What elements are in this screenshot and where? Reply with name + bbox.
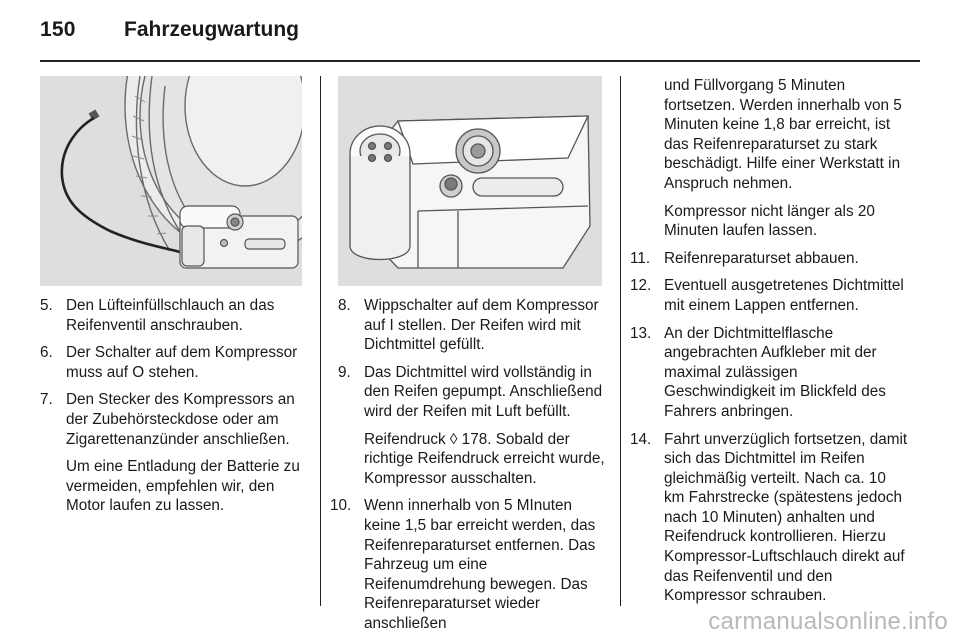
step-number: 7. — [40, 391, 53, 409]
steps-list-column-2 — [330, 296, 606, 642]
list-item — [338, 363, 606, 489]
step-number: 6. — [40, 344, 53, 362]
step-note: Kompressor nicht länger als 20 Minuten laufen lassen. — [664, 202, 875, 240]
step-text: und Füllvorgang 5 Minuten fortsetzen. Werden innerhalb von 5 Minuten keine 1,8 bar erreicht, ist das Reifenreparaturset zu stark beschädigt. Hilfe einer Werkstatt in Anspruch nehmen. — [664, 77, 902, 192]
figure-tire-compressor — [40, 76, 302, 286]
figure-compressor — [338, 76, 602, 286]
step-text: Reifenreparaturset abbauen. — [664, 249, 859, 267]
continued-text — [638, 76, 908, 241]
column-divider-right — [620, 76, 621, 606]
step-text: Den Lüfteinfüllschlauch an das Reifenventil anschrauben. — [66, 297, 275, 334]
step-text: An der Dichtmittelflasche angebrachten Aufkleber mit der maximal zulässigen Geschwindigkeit im Blickfeld des Fahrers anbringen. — [664, 324, 886, 420]
list-item — [338, 296, 606, 355]
list-item — [40, 390, 306, 516]
list-item — [630, 276, 908, 315]
compressor-unit-icon — [338, 76, 602, 286]
step-number: 14. — [630, 430, 652, 448]
page-title: Fahrzeugwartung — [124, 18, 300, 41]
list-item — [330, 496, 606, 633]
steps-list-column-1 — [40, 296, 306, 524]
step-text: Den Stecker des Kompressors an der Zubehörsteckdose oder am Zigarettenanzünder anschließen. — [66, 391, 295, 448]
step-note: Reifendruck ◊ 178. Sobald der richtige Reifendruck erreicht wurde, Kompressor ausschalten. — [364, 430, 605, 487]
list-item — [630, 430, 908, 606]
page-number: 150 — [40, 18, 76, 41]
watermark: carmanualsonline.info — [708, 608, 948, 635]
step-number: 13. — [630, 324, 652, 342]
compressor-hose-icon — [40, 76, 302, 286]
list-item — [40, 343, 306, 382]
step-number: 5. — [40, 297, 53, 314]
step-text: Der Schalter auf dem Kompressor muss auf O stehen. — [66, 344, 298, 381]
step-note: Um eine Entladung der Batterie zu vermeiden, empfehlen wir, den Motor laufen zu lassen. — [66, 458, 300, 515]
step-text: Fahrt unverzüglich fortsetzen, damit sich das Dichtmittel im Reifen gleichmäßig verteilt. Nach ca. 10 km Fahrstrecke (spätestens jedoch nach 10 Minuten) anhalten und Reifendruck kontrollieren. Hierzu Kompressor-Luftschlauch direkt auf das Reifenventil und den Kompressor schrauben. — [664, 430, 908, 605]
step-number: 8. — [338, 297, 351, 314]
header-rule — [40, 60, 920, 62]
list-item — [40, 296, 306, 335]
step-text: Das Dichtmittel wird vollständig in den Reifen gepumpt. Anschließend wird der Reifen mit Luft befüllt. — [364, 363, 603, 420]
step-text: Eventuell ausgetretenes Dichtmittel mit einem Lappen entfernen. — [664, 277, 904, 314]
list-item — [630, 324, 908, 422]
list-item — [630, 249, 908, 269]
step-number: 9. — [338, 363, 351, 381]
column-divider-left — [320, 76, 321, 606]
steps-list-column-3 — [630, 76, 908, 614]
step-number: 11. — [630, 249, 651, 267]
step-number: 10. — [330, 497, 352, 515]
step-text: Wippschalter auf dem Kompressor auf I stellen. Der Reifen wird mit Dichtmittel gefüllt. — [364, 297, 599, 354]
step-number: 12. — [630, 277, 652, 295]
step-text: Wenn innerhalb von 5 MInuten keine 1,5 bar erreicht werden, das Reifenreparaturset entfernen. Das Fahrzeug um eine Reifenumdrehung bewegen. Das Reifenreparaturset wieder anschließen — [364, 497, 596, 632]
